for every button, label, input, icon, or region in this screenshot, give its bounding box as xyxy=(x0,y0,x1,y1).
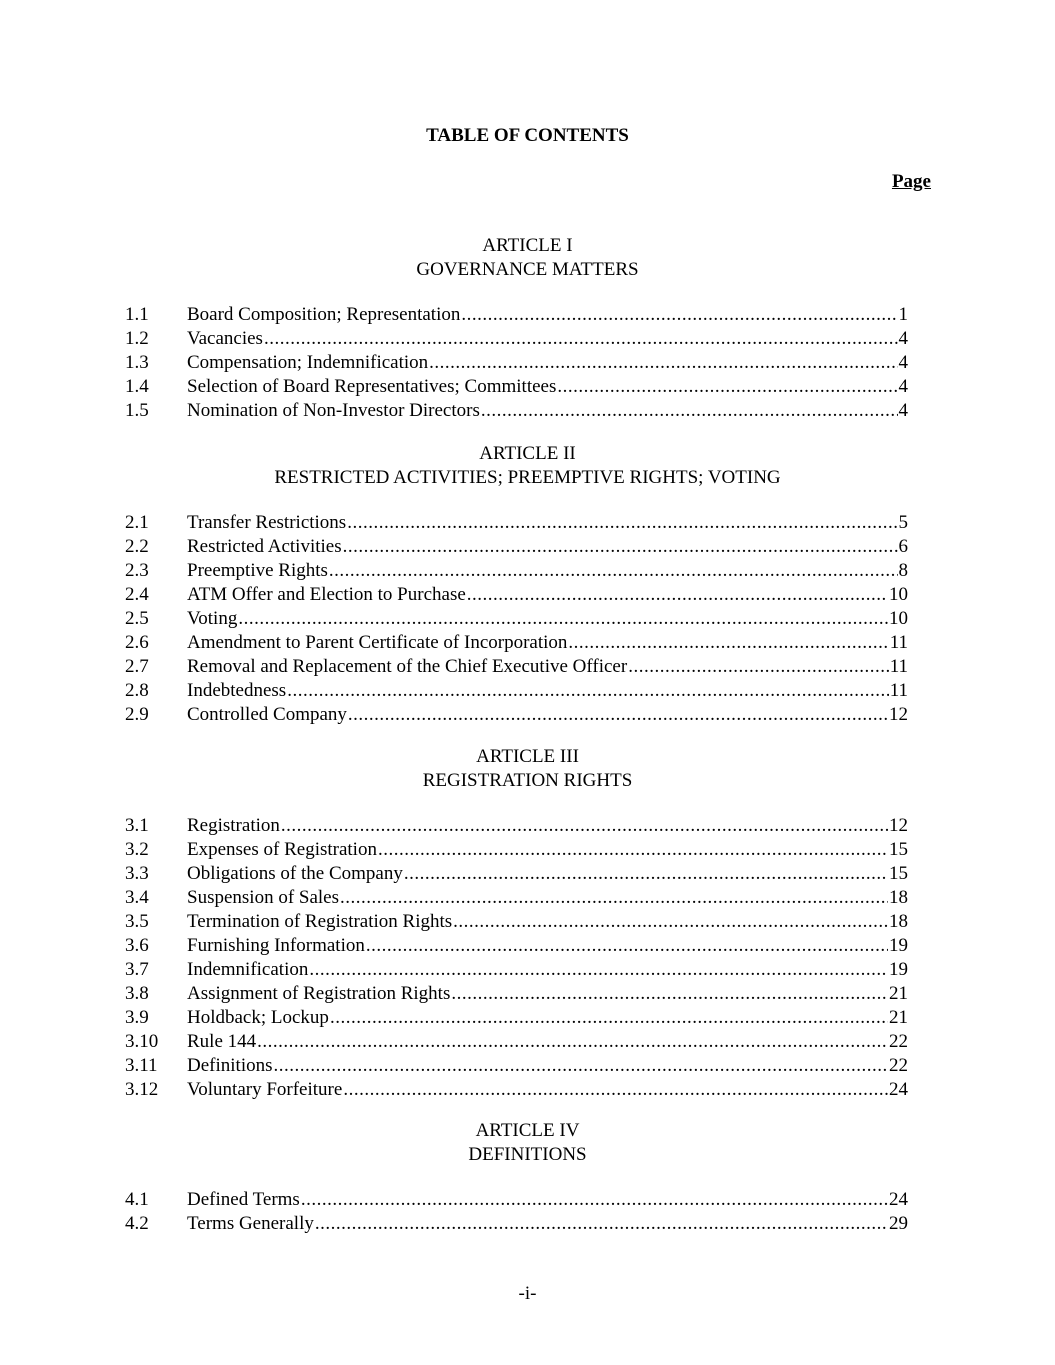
section-number: 3.12 xyxy=(125,1079,159,1100)
section-number: 3.6 xyxy=(125,935,149,956)
entry-line xyxy=(187,934,908,958)
section-title: Termination of Registration Rights xyxy=(187,911,453,932)
dot-leader xyxy=(340,886,888,910)
dot-leader xyxy=(315,1212,888,1236)
section-number: 2.1 xyxy=(125,512,149,533)
dot-leader xyxy=(281,814,888,838)
section-number: 3.10 xyxy=(125,1031,159,1052)
article-label: ARTICLE III xyxy=(476,746,579,767)
page-number: 5 xyxy=(898,512,908,533)
section-number: 4.2 xyxy=(125,1213,149,1234)
entry-line xyxy=(187,1030,908,1054)
section-number: 2.8 xyxy=(125,680,149,701)
entry-line xyxy=(187,399,908,423)
page-number: 24 xyxy=(889,1079,908,1100)
section-title: ATM Offer and Election to Purchase xyxy=(187,584,466,605)
page-number: 22 xyxy=(889,1031,908,1052)
dot-leader xyxy=(628,655,889,679)
toc-entry[interactable] xyxy=(0,934,1055,958)
dot-leader xyxy=(329,559,898,583)
section-number: 2.7 xyxy=(125,656,149,677)
page-number: 10 xyxy=(889,584,908,605)
entry-line xyxy=(187,375,908,399)
article-section xyxy=(0,745,1055,1102)
dot-leader xyxy=(238,607,888,631)
page-number: 11 xyxy=(889,656,908,677)
article-name: RESTRICTED ACTIVITIES; PREEMPTIVE RIGHTS; VOTING xyxy=(274,467,781,488)
section-number: 3.5 xyxy=(125,911,149,932)
page-number: 4 xyxy=(898,352,908,373)
entry-line xyxy=(187,607,908,631)
dot-leader xyxy=(309,958,888,982)
entry-line xyxy=(187,511,908,535)
section-number: 3.3 xyxy=(125,863,149,884)
dot-leader xyxy=(348,703,888,727)
section-title: Nomination of Non-Investor Directors xyxy=(187,400,480,421)
dot-leader xyxy=(481,399,898,423)
page-number: 24 xyxy=(889,1189,908,1210)
toc-entry[interactable] xyxy=(0,1078,1055,1102)
toc-title: TABLE OF CONTENTS xyxy=(426,125,629,146)
page-number: 6 xyxy=(898,536,908,557)
article-name: DEFINITIONS xyxy=(468,1144,587,1165)
page-number: 21 xyxy=(889,983,908,1004)
dot-leader xyxy=(343,1078,888,1102)
section-number: 3.11 xyxy=(125,1055,158,1076)
dot-leader xyxy=(343,535,898,559)
dot-leader xyxy=(467,583,888,607)
toc-entry[interactable] xyxy=(0,399,1055,423)
section-number: 1.1 xyxy=(125,304,149,325)
entry-line xyxy=(187,535,908,559)
page-number: 11 xyxy=(889,680,908,701)
section-title: Vacancies xyxy=(187,328,263,349)
toc-entry[interactable] xyxy=(0,583,1055,607)
page-number: 15 xyxy=(889,839,908,860)
page-number: 15 xyxy=(889,863,908,884)
section-title: Assignment of Registration Rights xyxy=(187,983,451,1004)
section-number: 2.3 xyxy=(125,560,149,581)
page-number: 10 xyxy=(889,608,908,629)
article-section xyxy=(0,234,1055,423)
section-title: Suspension of Sales xyxy=(187,887,339,908)
entry-line xyxy=(187,814,908,838)
page-number: 12 xyxy=(889,704,908,725)
section-title: Controlled Company xyxy=(187,704,347,725)
section-number: 2.9 xyxy=(125,704,149,725)
page-number: 4 xyxy=(898,376,908,397)
page-number: 22 xyxy=(889,1055,908,1076)
section-title: Indebtedness xyxy=(187,680,287,701)
dot-leader xyxy=(257,1030,888,1054)
section-title: Board Composition; Representation xyxy=(187,304,461,325)
toc-entry[interactable] xyxy=(0,982,1055,1006)
toc-entry[interactable] xyxy=(0,511,1055,535)
dot-leader xyxy=(347,511,897,535)
toc-entry[interactable] xyxy=(0,327,1055,351)
page-number: 18 xyxy=(889,911,908,932)
dot-leader xyxy=(287,679,889,703)
toc-entry[interactable] xyxy=(0,655,1055,679)
toc-entry[interactable] xyxy=(0,607,1055,631)
section-title: Expenses of Registration xyxy=(187,839,377,860)
section-title: Rule 144 xyxy=(187,1031,257,1052)
section-number: 4.1 xyxy=(125,1189,149,1210)
page-number: 18 xyxy=(889,887,908,908)
article-name: REGISTRATION RIGHTS xyxy=(422,770,633,791)
dot-leader xyxy=(366,934,888,958)
dot-leader xyxy=(274,1054,889,1078)
dot-leader xyxy=(378,838,888,862)
toc-entry[interactable] xyxy=(0,631,1055,655)
dot-leader xyxy=(330,1006,888,1030)
section-number: 2.2 xyxy=(125,536,149,557)
article-label: ARTICLE IV xyxy=(475,1120,580,1141)
section-number: 1.3 xyxy=(125,352,149,373)
toc-entry[interactable] xyxy=(0,559,1055,583)
section-title: Compensation; Indemnification xyxy=(187,352,429,373)
dot-leader xyxy=(568,631,888,655)
page-number: 12 xyxy=(889,815,908,836)
toc-entry[interactable] xyxy=(0,1212,1055,1236)
entry-line xyxy=(187,910,908,934)
page-number: 29 xyxy=(889,1213,908,1234)
toc-entry[interactable] xyxy=(0,703,1055,727)
page-footer: -i- xyxy=(518,1283,537,1304)
toc-entry[interactable] xyxy=(0,679,1055,703)
section-number: 1.2 xyxy=(125,328,149,349)
page-number: 11 xyxy=(889,632,908,653)
entry-line xyxy=(187,631,908,655)
toc-entry[interactable] xyxy=(0,1188,1055,1212)
entry-line xyxy=(187,838,908,862)
section-title: Transfer Restrictions xyxy=(187,512,347,533)
dot-leader xyxy=(461,303,897,327)
article-label: ARTICLE I xyxy=(482,235,573,256)
entry-line xyxy=(187,327,908,351)
toc-entry[interactable] xyxy=(0,303,1055,327)
article-section xyxy=(0,1119,1055,1236)
page-column-header: Page xyxy=(891,171,931,192)
section-title: Preemptive Rights xyxy=(187,560,328,581)
section-number: 3.1 xyxy=(125,815,149,836)
toc-entry[interactable] xyxy=(0,862,1055,886)
toc-entry[interactable] xyxy=(0,838,1055,862)
section-number: 2.5 xyxy=(125,608,149,629)
section-title: Voluntary Forfeiture xyxy=(187,1079,343,1100)
dot-leader xyxy=(264,327,898,351)
entry-line xyxy=(187,303,908,327)
dot-leader xyxy=(301,1188,888,1212)
page-number: 21 xyxy=(889,1007,908,1028)
toc-entry[interactable] xyxy=(0,886,1055,910)
page-number: 19 xyxy=(889,935,908,956)
section-number: 3.7 xyxy=(125,959,149,980)
toc-entry[interactable] xyxy=(0,958,1055,982)
entry-line xyxy=(187,982,908,1006)
section-title: Indemnification xyxy=(187,959,309,980)
entry-line xyxy=(187,1188,908,1212)
toc-entry-list xyxy=(0,814,1055,1102)
section-number: 3.8 xyxy=(125,983,149,1004)
entry-line xyxy=(187,958,908,982)
page-number: 4 xyxy=(898,400,908,421)
page-number: 1 xyxy=(898,304,908,325)
page-number: 4 xyxy=(898,328,908,349)
section-number: 2.6 xyxy=(125,632,149,653)
section-number: 2.4 xyxy=(125,584,149,605)
toc-entry[interactable] xyxy=(0,1030,1055,1054)
entry-line xyxy=(187,679,908,703)
entry-line xyxy=(187,1212,908,1236)
toc-entry-list xyxy=(0,511,1055,727)
section-title: Selection of Board Representatives; Committees xyxy=(187,376,557,397)
toc-entry[interactable] xyxy=(0,910,1055,934)
page-number: 8 xyxy=(898,560,908,581)
section-number: 3.4 xyxy=(125,887,149,908)
entry-line xyxy=(187,1078,908,1102)
entry-line xyxy=(187,886,908,910)
entry-line xyxy=(187,655,908,679)
section-number: 3.9 xyxy=(125,1007,149,1028)
toc-entry[interactable] xyxy=(0,1006,1055,1030)
article-label: ARTICLE II xyxy=(479,443,576,464)
dot-leader xyxy=(429,351,897,375)
section-title: Restricted Activities xyxy=(187,536,342,557)
dot-leader xyxy=(557,375,897,399)
section-title: Defined Terms xyxy=(187,1189,300,1210)
section-title: Registration xyxy=(187,815,280,836)
dot-leader xyxy=(451,982,888,1006)
entry-line xyxy=(187,559,908,583)
toc-entry[interactable] xyxy=(0,351,1055,375)
toc-entry[interactable] xyxy=(0,814,1055,838)
entry-line xyxy=(187,1006,908,1030)
toc-entry-list xyxy=(0,1188,1055,1236)
article-name: GOVERNANCE MATTERS xyxy=(416,259,639,280)
section-title: Voting xyxy=(187,608,238,629)
section-title: Definitions xyxy=(187,1055,273,1076)
entry-line xyxy=(187,583,908,607)
section-title: Holdback; Lockup xyxy=(187,1007,329,1028)
page-number: 19 xyxy=(889,959,908,980)
section-title: Terms Generally xyxy=(187,1213,314,1234)
entry-line xyxy=(187,703,908,727)
section-number: 3.2 xyxy=(125,839,149,860)
entry-line xyxy=(187,351,908,375)
toc-entry[interactable] xyxy=(0,535,1055,559)
section-title: Amendment to Parent Certificate of Incorporation xyxy=(187,632,568,653)
dot-leader xyxy=(404,862,888,886)
entry-line xyxy=(187,1054,908,1078)
toc-entry[interactable] xyxy=(0,375,1055,399)
section-title: Furnishing Information xyxy=(187,935,365,956)
section-number: 1.5 xyxy=(125,400,149,421)
section-title: Removal and Replacement of the Chief Executive Officer xyxy=(187,656,628,677)
entry-line xyxy=(187,862,908,886)
toc-entry-list xyxy=(0,303,1055,423)
toc-entry[interactable] xyxy=(0,1054,1055,1078)
article-section xyxy=(0,442,1055,727)
section-title: Obligations of the Company xyxy=(187,863,403,884)
dot-leader xyxy=(453,910,888,934)
section-number: 1.4 xyxy=(125,376,149,397)
